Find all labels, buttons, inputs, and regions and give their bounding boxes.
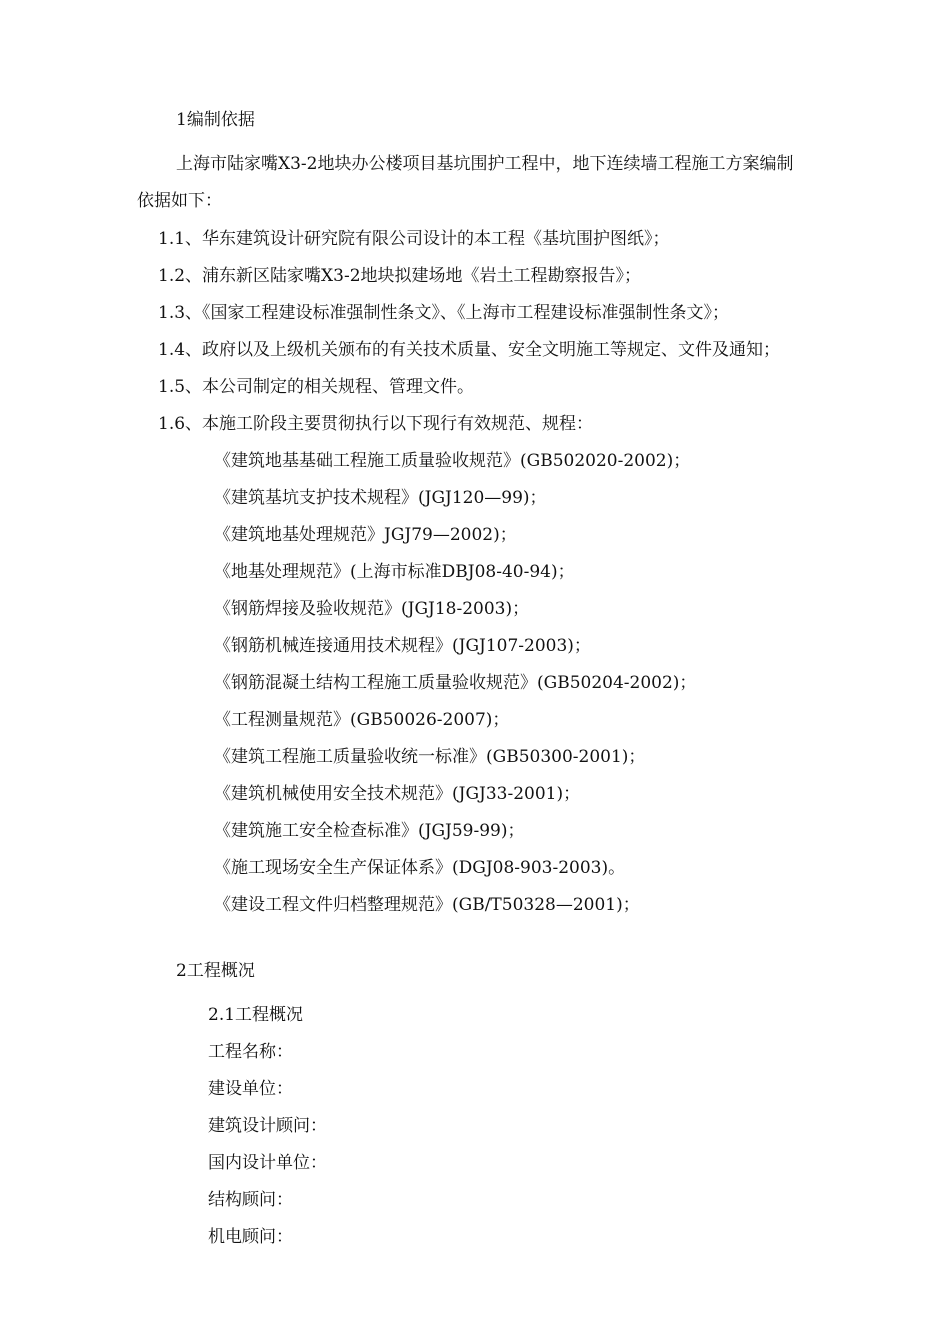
field-mep-consultant: 机电顾问： — [208, 1227, 293, 1247]
section-2-heading: 2工程概况 — [176, 961, 255, 981]
standard-item: 《建筑工程施工质量验收统一标准》(GB50300-2001)； — [214, 747, 646, 767]
basis-item-1-1: 1.1、华东建筑设计研究院有限公司设计的本工程《基坑围护图纸》； — [158, 229, 670, 249]
standard-item: 《建筑地基基础工程施工质量验收规范》(GB502020-2002)； — [214, 451, 691, 471]
intro-paragraph-line-1: 上海市陆家嘴X3-2地块办公楼项目基坑围护工程中，地下连续墙工程施工方案编制 — [176, 154, 794, 174]
basis-item-1-6: 1.6、本施工阶段主要贯彻执行以下现行有效规范、规程： — [158, 414, 594, 434]
standard-item: 《钢筋机械连接通用技术规程》(JGJ107-2003)； — [214, 636, 591, 656]
standard-item: 《建筑地基处理规范》JGJ79—2002)； — [214, 525, 517, 545]
standard-item: 《地基处理规范》(上海市标准DBJ08-40-94)； — [214, 562, 575, 582]
standard-item: 《建设工程文件归档整理规范》(GB/T50328—2001)； — [214, 895, 640, 915]
intro-paragraph-line-2: 依据如下： — [137, 191, 222, 211]
section-2-1-heading: 2.1工程概况 — [208, 1005, 304, 1025]
basis-item-1-2: 1.2、浦东新区陆家嘴X3-2地块拟建场地《岩土工程勘察报告》； — [158, 266, 642, 286]
field-structural-consultant: 结构顾问： — [208, 1190, 293, 1210]
standard-item: 《施工现场安全生产保证体系》(DGJ08-903-2003)。 — [214, 858, 626, 878]
standard-item: 《钢筋混凝土结构工程施工质量验收规范》(GB50204-2002)； — [214, 673, 697, 693]
field-domestic-design-unit: 国内设计单位： — [208, 1153, 327, 1173]
field-construction-unit: 建设单位： — [208, 1079, 293, 1099]
basis-item-1-3: 1.3、《国家工程建设标准强制性条文》、《上海市工程建设标准强制性条文》； — [158, 303, 730, 323]
standard-item: 《建筑机械使用安全技术规范》(JGJ33-2001)； — [214, 784, 581, 804]
standard-item: 《工程测量规范》(GB50026-2007)； — [214, 710, 510, 730]
standard-item: 《建筑施工安全检查标准》(JGJ59-99)； — [214, 821, 525, 841]
basis-item-1-4: 1.4、政府以及上级机关颁布的有关技术质量、安全文明施工等规定、文件及通知； — [158, 340, 781, 360]
standard-item: 《钢筋焊接及验收规范》(JGJ18-2003)； — [214, 599, 530, 619]
standard-item: 《建筑基坑支护技术规程》(JGJ120—99)； — [214, 488, 547, 508]
field-architectural-consultant: 建筑设计顾问： — [208, 1116, 327, 1136]
basis-item-1-5: 1.5、本公司制定的相关规程、管理文件。 — [158, 377, 475, 397]
field-project-name: 工程名称： — [208, 1042, 293, 1062]
section-1-heading: 1编制依据 — [176, 110, 255, 130]
